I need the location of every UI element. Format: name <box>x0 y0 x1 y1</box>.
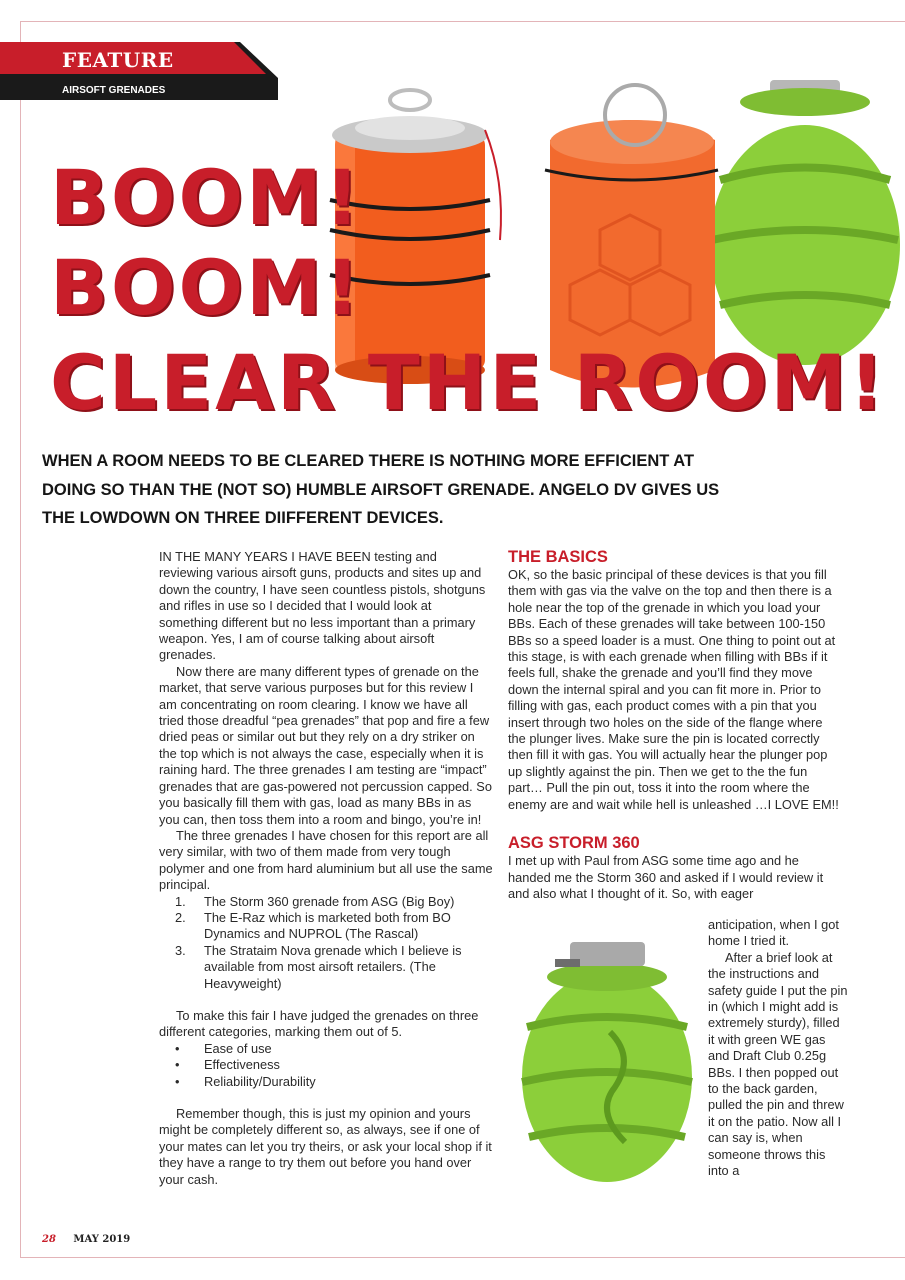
green-grenade-illustration <box>710 80 900 365</box>
list-item: • Reliability/Durability <box>175 1073 316 1089</box>
storm-wrap-text <box>708 917 848 1180</box>
list-item: 3. The Strataim Nova grenade which I believe is available from most airsoft retailers. (The Heavyweight) <box>175 942 462 991</box>
body-paragraph: anticipation, when I got home I tried it. <box>708 917 839 949</box>
body-paragraph: To make this fair I have judged the grenades on three different categories, marking them out of 5. <box>159 1007 479 1040</box>
headline-line-1: BOOM! <box>50 153 363 242</box>
page-folio <box>42 1234 130 1245</box>
body-column-left <box>159 549 494 1188</box>
headline-line-3: CLEAR THE ROOM! <box>50 338 887 427</box>
issue-date: MAY 2019 <box>73 1234 131 1245</box>
body-column-right <box>508 547 843 902</box>
body-paragraph: OK, so the basic principal of these devices is that you fill them with gas via the valve on the top and then there is a hole near the top of the grenade in which you load your BBs. Each of these grenades will take between 100-150 BBs so a speed loader is a must. One thing to point out at this stage, is with each grenade when filling with BBs if it feels full, shake the grenade and you’ll find they move down the internal spiral and you can fit more in. Prior to filling with gas, each product comes with a pin that you insert through two holes on the side of the flange where the plunger lives. Make sure the pin is located correctly then fill it with gas. You will actually hear the plunger pop up slightly against the pin. Then we get to the the fun part… Pull the pin out, toss it into the room where the enemy are and wait while hell is unleashed …I LOVE EM!! <box>508 567 839 812</box>
body-paragraph: The three grenades I have chosen for this report are all very similar, with two of them made from very tough polymer and one from hard aluminium but all use the same principal. <box>159 827 493 893</box>
list-item: • Effectiveness <box>175 1057 280 1073</box>
section-label: FEATURE <box>62 48 174 72</box>
basics-heading: THE BASICS <box>508 548 608 566</box>
standfirst: WHEN A ROOM NEEDS TO BE CLEARED THERE IS NOTHING MORE EFFICIENT AT DOING SO THAN THE (NOT SO) HUMBLE AIRSOFT GRENADE. ANGELO DV GIVES US THE LOWDOWN ON THREE DIIFFERENT DEVICES. <box>42 452 720 527</box>
storm-heading: ASG STORM 360 <box>508 834 640 853</box>
body-paragraph: Remember though, this is just my opinion and yours might be completely different so, as always, see if one of your mates can let you try theirs, or ask your local shop if it they have a range to try them out before you hand over your cash. <box>159 1106 492 1187</box>
criteria-list <box>159 1041 494 1090</box>
page-frame-left <box>20 21 21 1258</box>
list-item: 1. The Storm 360 grenade from ASG (Big Boy) <box>175 893 455 909</box>
body-paragraph: After a brief look at the instructions and safety guide I put the pin in (which I might add is extremely sturdy), filled it with green WE gas and Draft Club 0.25g BBs. I then popped out to the back garden, pulled the pin and threw it on the patio. Now all I can say is, when someone throws this into a <box>708 949 848 1179</box>
headline-line-2: BOOM! <box>50 243 363 332</box>
page-frame-top <box>20 21 905 22</box>
list-item: • Ease of use <box>175 1040 272 1056</box>
grenade-list <box>159 894 494 992</box>
list-item: 2. The E-Raz which is marketed both from BO Dynamics and NUPROL (The Rascal) <box>175 909 451 942</box>
page-frame-bottom <box>20 1257 905 1258</box>
body-paragraph: I met up with Paul from ASG some time ago and he handed me the Storm 360 and asked if I would review it and also what I thought of it. So, with eager <box>508 853 824 901</box>
body-paragraph: IN THE MANY YEARS I HAVE BEEN testing and reviewing various airsoft guns, products and sites up and down the country, I have seen countless pistols, shotguns and rifles in use so I decided that I would look at something different but no less important than a primary weapon. Yes, I am of course talking about airsoft grenades. <box>159 549 486 663</box>
section-sublabel: AIRSOFT GRENADES <box>62 85 166 96</box>
page-number: 28 <box>42 1234 56 1245</box>
storm-360-photo <box>515 937 700 1187</box>
body-paragraph: Now there are many different types of grenade on the market, that serve various purposes but for this review I am concentrating on room clearing. I know we have all tried those dreadful “pea grenades” that pop and fire a few dried peas or similar out but they rely on a dry striker on the top which is not always the case, especially when it is raining hard. The three grenades I am testing are “impact” grenades that are gas-powered not percussion capped. So you basically fill them with gas, load as many BBs in as you can, then toss them into a room and bingo, you’re in! <box>159 663 492 827</box>
